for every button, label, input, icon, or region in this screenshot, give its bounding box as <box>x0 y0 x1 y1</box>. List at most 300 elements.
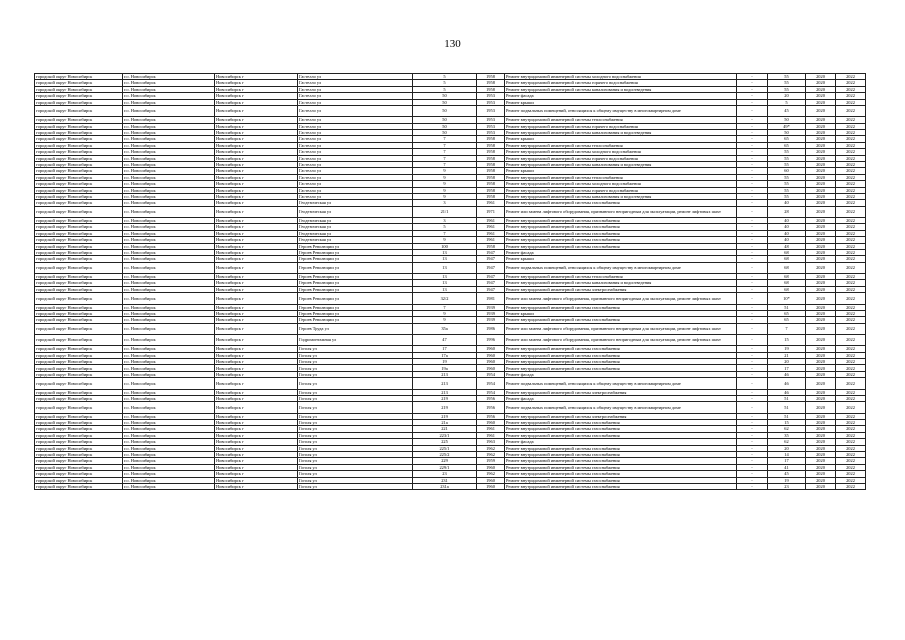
work-type-cell: Ремонт внутридомовой инженерной системы электроснабжения <box>505 286 737 292</box>
district-cell: г.о. Новосибирск <box>123 149 215 155</box>
value-cell: 55 <box>768 161 806 167</box>
year-start-cell: 2020 <box>806 200 836 206</box>
year-cell: 1947 <box>477 286 505 292</box>
year-end-cell: 2022 <box>836 464 866 470</box>
municipality-cell: городской округ Новосибирск <box>35 477 123 483</box>
year-end-cell: 2022 <box>836 413 866 419</box>
value-cell: 10* <box>768 293 806 304</box>
street-cell: Гастелло ул <box>298 187 413 193</box>
street-cell: Гоголя ул <box>298 352 413 358</box>
table-row <box>35 206 866 217</box>
year-cell: 1960 <box>477 464 505 470</box>
work-type-cell: Ремонт или замена лифтового оборудования, признанного непригодным для эксплуатации, ремонт лифтовых шахт <box>505 293 737 304</box>
city-cell: Новосибирск г <box>215 249 298 255</box>
district-cell: г.о. Новосибирск <box>123 420 215 426</box>
house-number-cell: 19 <box>413 359 477 365</box>
page-number: 130 <box>444 38 461 50</box>
house-number-cell: 225/1 <box>413 445 477 451</box>
year-cell: 1958 <box>477 243 505 249</box>
city-cell: Новосибирск г <box>215 149 298 155</box>
year-cell: 1958 <box>477 86 505 92</box>
year-start-cell: 2020 <box>806 218 836 224</box>
year-end-cell: 2022 <box>836 168 866 174</box>
value-cell: 45 <box>768 471 806 477</box>
district-cell: г.о. Новосибирск <box>123 123 215 129</box>
dash-cell: - <box>737 249 768 255</box>
municipality-cell: городской округ Новосибирск <box>35 123 123 129</box>
table-row <box>35 378 866 389</box>
value-cell: 46 <box>768 378 806 389</box>
district-cell: г.о. Новосибирск <box>123 249 215 255</box>
year-cell: 1971 <box>477 206 505 217</box>
municipality-cell: городской округ Новосибирск <box>35 206 123 217</box>
year-start-cell: 2020 <box>806 274 836 280</box>
house-number-cell: 219 <box>413 413 477 419</box>
street-cell: Гастелло ул <box>298 123 413 129</box>
street-cell: Гоголя ул <box>298 432 413 438</box>
city-cell: Новосибирск г <box>215 130 298 136</box>
work-type-cell: Ремонт внутридомовой инженерной системы газоснабжения <box>505 304 737 310</box>
year-end-cell: 2022 <box>836 93 866 99</box>
district-cell: г.о. Новосибирск <box>123 218 215 224</box>
city-cell: Новосибирск г <box>215 230 298 236</box>
year-end-cell: 2022 <box>836 451 866 457</box>
year-start-cell: 2020 <box>806 149 836 155</box>
year-end-cell: 2022 <box>836 471 866 477</box>
street-cell: Геодезическая ул <box>298 224 413 230</box>
year-start-cell: 2020 <box>806 74 836 80</box>
value-cell: 68 <box>768 286 806 292</box>
street-cell: Гоголя ул <box>298 389 413 395</box>
dash-cell: - <box>737 256 768 262</box>
work-type-cell: Ремонт внутридомовой инженерной системы холодного водоснабжения <box>505 181 737 187</box>
dash-cell: - <box>737 371 768 377</box>
year-end-cell: 2022 <box>836 80 866 86</box>
table-row <box>35 262 866 273</box>
street-cell: Гастелло ул <box>298 168 413 174</box>
municipality-cell: городской округ Новосибирск <box>35 420 123 426</box>
dash-cell: - <box>737 243 768 249</box>
dash-cell: - <box>737 181 768 187</box>
year-start-cell: 2020 <box>806 323 836 334</box>
municipality-cell: городской округ Новосибирск <box>35 136 123 142</box>
dash-cell: - <box>737 293 768 304</box>
municipality-cell: городской округ Новосибирск <box>35 117 123 123</box>
year-cell: 1956 <box>477 413 505 419</box>
city-cell: Новосибирск г <box>215 105 298 116</box>
year-cell: 1961 <box>477 224 505 230</box>
district-cell: г.о. Новосибирск <box>123 161 215 167</box>
work-type-cell: Ремонт внутридомовой инженерной системы газоснабжения <box>505 218 737 224</box>
house-number-cell: 231 <box>413 477 477 483</box>
district-cell: г.о. Новосибирск <box>123 439 215 445</box>
house-number-cell: 13 <box>413 256 477 262</box>
year-cell: 1962 <box>477 451 505 457</box>
house-number-cell: 231а <box>413 483 477 489</box>
year-end-cell: 2022 <box>836 161 866 167</box>
city-cell: Новосибирск г <box>215 256 298 262</box>
year-start-cell: 2020 <box>806 80 836 86</box>
municipality-cell: городской округ Новосибирск <box>35 86 123 92</box>
city-cell: Новосибирск г <box>215 432 298 438</box>
municipality-cell: городской округ Новосибирск <box>35 142 123 148</box>
city-cell: Новосибирск г <box>215 293 298 304</box>
city-cell: Новосибирск г <box>215 458 298 464</box>
street-cell: Гоголя ул <box>298 365 413 371</box>
value-cell: 15 <box>768 420 806 426</box>
year-start-cell: 2020 <box>806 155 836 161</box>
value-cell: 15 <box>768 334 806 345</box>
municipality-cell: городской округ Новосибирск <box>35 280 123 286</box>
year-cell: 1961 <box>477 426 505 432</box>
street-cell: Гоголя ул <box>298 402 413 413</box>
street-cell: Гастелло ул <box>298 86 413 92</box>
year-start-cell: 2020 <box>806 346 836 352</box>
district-cell: г.о. Новосибирск <box>123 483 215 489</box>
year-cell: 1960 <box>477 346 505 352</box>
house-number-cell: 5 <box>413 86 477 92</box>
municipality-cell: городской округ Новосибирск <box>35 458 123 464</box>
dash-cell: - <box>737 317 768 323</box>
value-cell: 51 <box>768 402 806 413</box>
year-start-cell: 2020 <box>806 413 836 419</box>
municipality-cell: городской округ Новосибирск <box>35 181 123 187</box>
dash-cell: - <box>737 168 768 174</box>
year-end-cell: 2022 <box>836 286 866 292</box>
value-cell: 20 <box>768 445 806 451</box>
dash-cell: - <box>737 218 768 224</box>
work-type-cell: Ремонт внутридомовой инженерной системы газоснабжения <box>505 477 737 483</box>
street-cell: Гастелло ул <box>298 93 413 99</box>
street-cell: Гоголя ул <box>298 346 413 352</box>
value-cell: 51 <box>768 304 806 310</box>
year-end-cell: 2022 <box>836 352 866 358</box>
year-start-cell: 2020 <box>806 293 836 304</box>
year-cell: 1958 <box>477 193 505 199</box>
work-type-cell: Ремонт внутридомовой инженерной системы газоснабжения <box>505 483 737 489</box>
house-number-cell: 219 <box>413 402 477 413</box>
municipality-cell: городской округ Новосибирск <box>35 359 123 365</box>
house-number-cell: 7 <box>413 142 477 148</box>
dash-cell: - <box>737 471 768 477</box>
year-start-cell: 2020 <box>806 99 836 105</box>
work-type-cell: Ремонт крыши <box>505 99 737 105</box>
street-cell: Гоголя ул <box>298 451 413 457</box>
year-start-cell: 2020 <box>806 123 836 129</box>
house-number-cell: 19а <box>413 365 477 371</box>
district-cell: г.о. Новосибирск <box>123 395 215 401</box>
municipality-cell: городской округ Новосибирск <box>35 304 123 310</box>
year-start-cell: 2020 <box>806 256 836 262</box>
year-start-cell: 2020 <box>806 371 836 377</box>
year-end-cell: 2022 <box>836 117 866 123</box>
street-cell: Героев Революции ул <box>298 274 413 280</box>
district-cell: г.о. Новосибирск <box>123 426 215 432</box>
value-cell: 50 <box>768 130 806 136</box>
house-number-cell: 35а <box>413 323 477 334</box>
city-cell: Новосибирск г <box>215 304 298 310</box>
city-cell: Новосибирск г <box>215 243 298 249</box>
street-cell: Гастелло ул <box>298 174 413 180</box>
value-cell: 49* <box>768 123 806 129</box>
city-cell: Новосибирск г <box>215 93 298 99</box>
dash-cell: - <box>737 86 768 92</box>
dash-cell: - <box>737 280 768 286</box>
year-start-cell: 2020 <box>806 206 836 217</box>
city-cell: Новосибирск г <box>215 334 298 345</box>
year-start-cell: 2020 <box>806 93 836 99</box>
municipality-cell: городской округ Новосибирск <box>35 432 123 438</box>
dash-cell: - <box>737 413 768 419</box>
municipality-cell: городской округ Новосибирск <box>35 293 123 304</box>
dash-cell: - <box>737 174 768 180</box>
municipality-cell: городской округ Новосибирск <box>35 256 123 262</box>
street-cell: Героев Революции ул <box>298 304 413 310</box>
street-cell: Гастелло ул <box>298 136 413 142</box>
year-start-cell: 2020 <box>806 359 836 365</box>
district-cell: г.о. Новосибирск <box>123 471 215 477</box>
street-cell: Гастелло ул <box>298 99 413 105</box>
house-number-cell: 213 <box>413 389 477 395</box>
city-cell: Новосибирск г <box>215 413 298 419</box>
year-start-cell: 2020 <box>806 477 836 483</box>
year-end-cell: 2022 <box>836 304 866 310</box>
work-type-cell: Ремонт внутридомовой инженерной системы горячего водоснабжения <box>505 187 737 193</box>
street-cell: Гоголя ул <box>298 464 413 470</box>
work-type-cell: Ремонт внутридомовой инженерной системы канализования и водоотведения <box>505 161 737 167</box>
year-start-cell: 2020 <box>806 458 836 464</box>
year-start-cell: 2020 <box>806 420 836 426</box>
municipality-cell: городской округ Новосибирск <box>35 168 123 174</box>
house-number-cell: 9 <box>413 317 477 323</box>
district-cell: г.о. Новосибирск <box>123 445 215 451</box>
value-cell: 28 <box>768 206 806 217</box>
table-row <box>35 293 866 304</box>
street-cell: Гастелло ул <box>298 142 413 148</box>
district-cell: г.о. Новосибирск <box>123 432 215 438</box>
value-cell: 5 <box>768 99 806 105</box>
year-end-cell: 2022 <box>836 262 866 273</box>
street-cell: Гоголя ул <box>298 477 413 483</box>
year-cell: 1961 <box>477 230 505 236</box>
year-cell: 1954 <box>477 371 505 377</box>
house-number-cell: 17а <box>413 352 477 358</box>
work-type-cell: Ремонт фасада <box>505 249 737 255</box>
year-cell: 1959 <box>477 458 505 464</box>
street-cell: Геодезическая ул <box>298 206 413 217</box>
year-cell: 1953 <box>477 93 505 99</box>
value-cell: 46 <box>768 371 806 377</box>
year-cell: 1961 <box>477 237 505 243</box>
year-cell: 1961 <box>477 432 505 438</box>
city-cell: Новосибирск г <box>215 123 298 129</box>
year-start-cell: 2020 <box>806 142 836 148</box>
district-cell: г.о. Новосибирск <box>123 105 215 116</box>
dash-cell: - <box>737 105 768 116</box>
district-cell: г.о. Новосибирск <box>123 458 215 464</box>
work-type-cell: Ремонт внутридомовой инженерной системы канализования и водоотведения <box>505 130 737 136</box>
value-cell: 68 <box>768 280 806 286</box>
year-start-cell: 2020 <box>806 365 836 371</box>
house-number-cell: 50 <box>413 105 477 116</box>
city-cell: Новосибирск г <box>215 237 298 243</box>
year-end-cell: 2022 <box>836 458 866 464</box>
house-number-cell: 7 <box>413 161 477 167</box>
municipality-cell: городской округ Новосибирск <box>35 317 123 323</box>
year-cell: 1947 <box>477 256 505 262</box>
dash-cell: - <box>737 130 768 136</box>
district-cell: г.о. Новосибирск <box>123 274 215 280</box>
year-start-cell: 2020 <box>806 334 836 345</box>
value-cell: 17 <box>768 365 806 371</box>
year-cell: 1939 <box>477 317 505 323</box>
work-type-cell: Ремонт внутридомовой инженерной системы теплоснабжения <box>505 142 737 148</box>
house-number-cell: 229 <box>413 458 477 464</box>
work-type-cell: Ремонт внутридомовой инженерной системы теплоснабжения <box>505 117 737 123</box>
house-number-cell: 9 <box>413 193 477 199</box>
work-type-cell: Ремонт внутридомовой инженерной системы холодного водоснабжения <box>505 149 737 155</box>
municipality-cell: городской округ Новосибирск <box>35 200 123 206</box>
value-cell: 60 <box>768 168 806 174</box>
value-cell: 68 <box>768 249 806 255</box>
dash-cell: - <box>737 123 768 129</box>
city-cell: Новосибирск г <box>215 365 298 371</box>
district-cell: г.о. Новосибирск <box>123 359 215 365</box>
district-cell: г.о. Новосибирск <box>123 346 215 352</box>
table-row <box>35 323 866 334</box>
year-cell: 1953 <box>477 130 505 136</box>
value-cell: 40 <box>768 230 806 236</box>
year-start-cell: 2020 <box>806 136 836 142</box>
street-cell: Гоголя ул <box>298 359 413 365</box>
year-start-cell: 2020 <box>806 402 836 413</box>
municipality-cell: городской округ Новосибирск <box>35 93 123 99</box>
year-cell: 1956 <box>477 402 505 413</box>
dash-cell: - <box>737 451 768 457</box>
house-number-cell: 13 <box>413 280 477 286</box>
district-cell: г.о. Новосибирск <box>123 99 215 105</box>
district-cell: г.о. Новосибирск <box>123 402 215 413</box>
house-number-cell: 13 <box>413 286 477 292</box>
city-cell: Новосибирск г <box>215 464 298 470</box>
value-cell: 68 <box>768 256 806 262</box>
year-cell: 1954 <box>477 378 505 389</box>
year-end-cell: 2022 <box>836 310 866 316</box>
year-end-cell: 2022 <box>836 206 866 217</box>
street-cell: Гоголя ул <box>298 439 413 445</box>
year-end-cell: 2022 <box>836 74 866 80</box>
municipality-cell: городской округ Новосибирск <box>35 249 123 255</box>
year-cell: 1963 <box>477 439 505 445</box>
year-cell: 1962 <box>477 445 505 451</box>
municipality-cell: городской округ Новосибирск <box>35 105 123 116</box>
street-cell: Героев Революции ул <box>298 286 413 292</box>
street-cell: Гоголя ул <box>298 371 413 377</box>
year-cell: 1981 <box>477 293 505 304</box>
street-cell: Гоголя ул <box>298 420 413 426</box>
year-cell: 1958 <box>477 168 505 174</box>
year-end-cell: 2022 <box>836 123 866 129</box>
work-type-cell: Ремонт внутридомовой инженерной системы газоснабжения <box>505 426 737 432</box>
municipality-cell: городской округ Новосибирск <box>35 464 123 470</box>
house-number-cell: 13 <box>413 249 477 255</box>
year-start-cell: 2020 <box>806 432 836 438</box>
value-cell: 40 <box>768 224 806 230</box>
value-cell: 68 <box>768 262 806 273</box>
work-type-cell: Ремонт фасада <box>505 395 737 401</box>
dash-cell: - <box>737 142 768 148</box>
value-cell: 17 <box>768 458 806 464</box>
value-cell: 65 <box>768 142 806 148</box>
value-cell: 46 <box>768 389 806 395</box>
work-type-cell: Ремонт внутридомовой инженерной системы газоснабжения <box>505 458 737 464</box>
city-cell: Новосибирск г <box>215 445 298 451</box>
municipality-cell: городской округ Новосибирск <box>35 352 123 358</box>
district-cell: г.о. Новосибирск <box>123 136 215 142</box>
house-number-cell: 213 <box>413 371 477 377</box>
work-type-cell: Ремонт внутридомовой инженерной системы газоснабжения <box>505 224 737 230</box>
district-cell: г.о. Новосибирск <box>123 477 215 483</box>
work-type-cell: Ремонт внутридомовой инженерной системы горячего водоснабжения <box>505 155 737 161</box>
year-end-cell: 2022 <box>836 174 866 180</box>
municipality-cell: городской округ Новосибирск <box>35 243 123 249</box>
year-end-cell: 2022 <box>836 187 866 193</box>
house-number-cell: 5 <box>413 80 477 86</box>
year-cell: 1958 <box>477 161 505 167</box>
city-cell: Новосибирск г <box>215 471 298 477</box>
work-type-cell: Ремонт внутридомовой инженерной системы горячего водоснабжения <box>505 80 737 86</box>
city-cell: Новосибирск г <box>215 323 298 334</box>
dash-cell: - <box>737 237 768 243</box>
year-end-cell: 2022 <box>836 359 866 365</box>
year-end-cell: 2022 <box>836 230 866 236</box>
value-cell: 55 <box>768 74 806 80</box>
district-cell: г.о. Новосибирск <box>123 93 215 99</box>
city-cell: Новосибирск г <box>215 371 298 377</box>
year-start-cell: 2020 <box>806 224 836 230</box>
year-start-cell: 2020 <box>806 304 836 310</box>
year-cell: 1960 <box>477 483 505 489</box>
work-type-cell: Ремонт крыши <box>505 168 737 174</box>
municipality-cell: городской округ Новосибирск <box>35 310 123 316</box>
dash-cell: - <box>737 286 768 292</box>
year-end-cell: 2022 <box>836 256 866 262</box>
work-type-cell: Ремонт или замена лифтового оборудования, признанного непригодным для эксплуатации, ремонт лифтовых шахт <box>505 323 737 334</box>
city-cell: Новосибирск г <box>215 74 298 80</box>
work-type-cell: Ремонт внутридомовой инженерной системы газоснабжения <box>505 230 737 236</box>
city-cell: Новосибирск г <box>215 174 298 180</box>
city-cell: Новосибирск г <box>215 80 298 86</box>
house-number-cell: 9 <box>413 168 477 174</box>
dash-cell: - <box>737 458 768 464</box>
city-cell: Новосибирск г <box>215 206 298 217</box>
house-number-cell: 50 <box>413 123 477 129</box>
value-cell: 23 <box>768 483 806 489</box>
street-cell: Героев Революции ул <box>298 262 413 273</box>
year-start-cell: 2020 <box>806 445 836 451</box>
street-cell: Гастелло ул <box>298 130 413 136</box>
dash-cell: - <box>737 483 768 489</box>
year-end-cell: 2022 <box>836 237 866 243</box>
work-type-cell: Ремонт подвальных помещений, относящихся к общему имуществу в многоквартирном доме <box>505 262 737 273</box>
year-end-cell: 2022 <box>836 346 866 352</box>
house-number-cell: 17 <box>413 346 477 352</box>
district-cell: г.о. Новосибирск <box>123 280 215 286</box>
dash-cell: - <box>737 439 768 445</box>
year-cell: 1953 <box>477 117 505 123</box>
dash-cell: - <box>737 155 768 161</box>
street-cell: Гастелло ул <box>298 105 413 116</box>
